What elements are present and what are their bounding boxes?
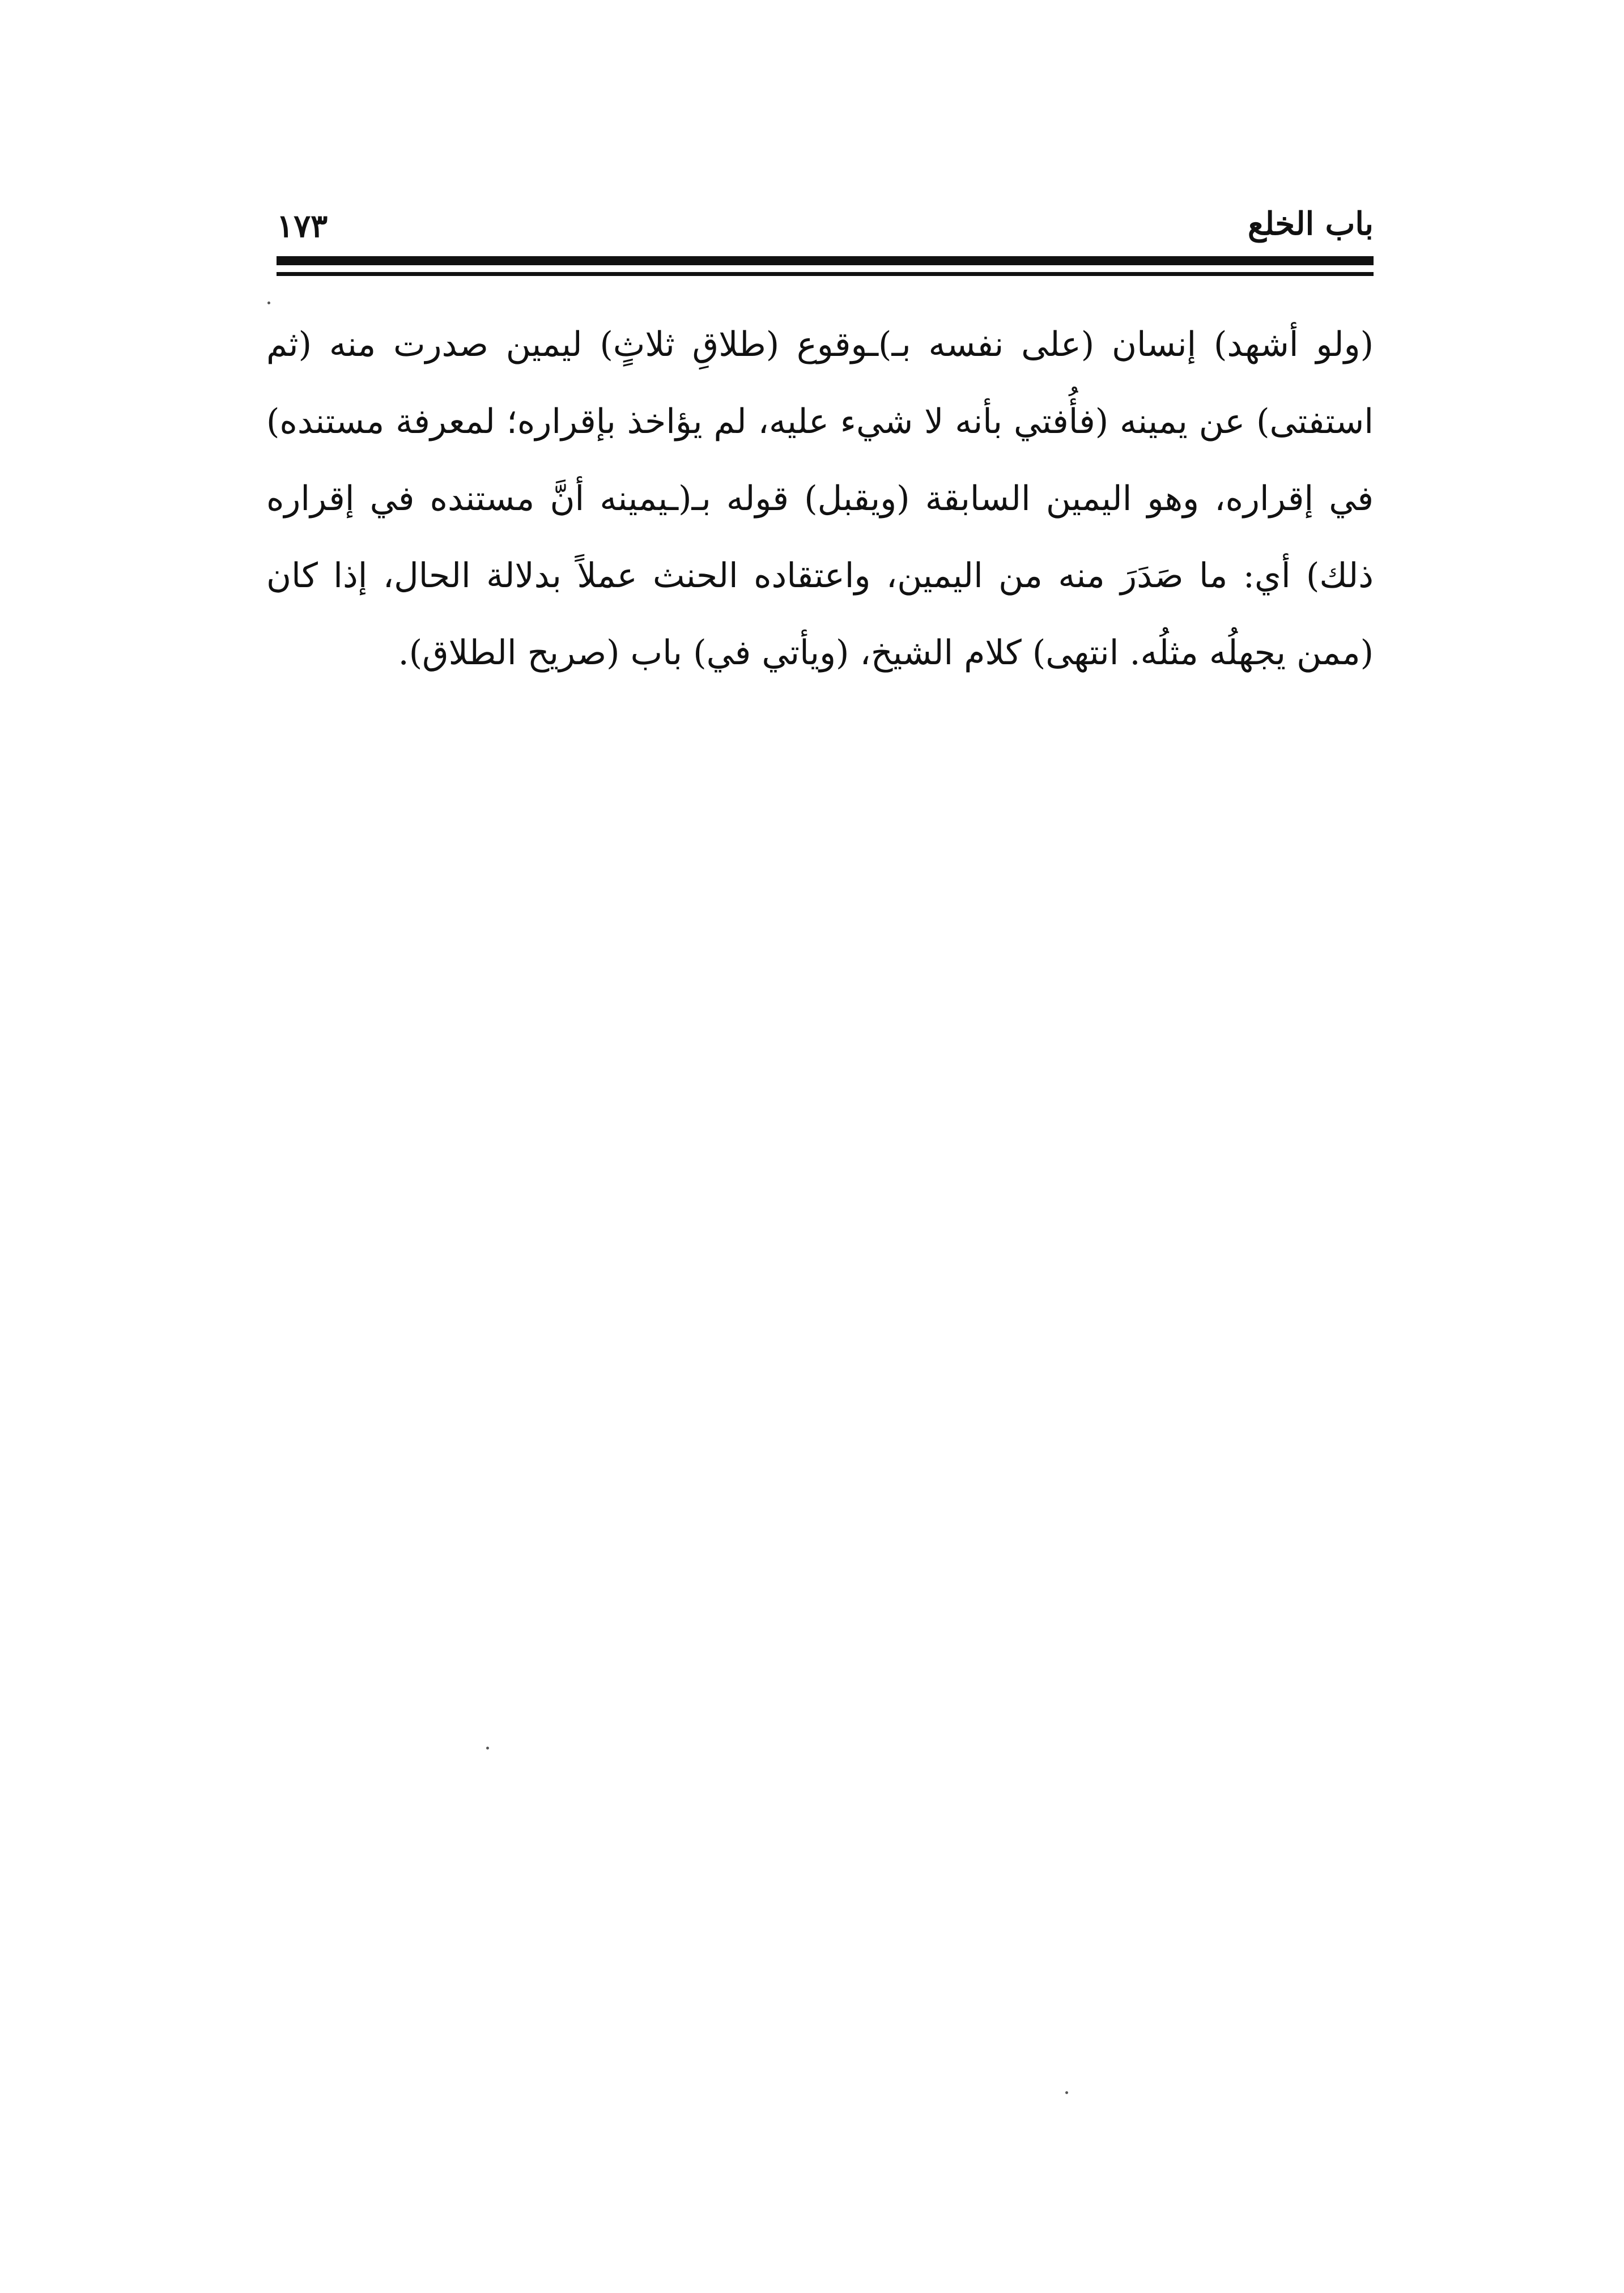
running-head — [277, 198, 1374, 249]
running-title: باب الخلع — [1248, 205, 1374, 243]
header-rule-thick — [277, 256, 1374, 265]
scan-speck — [267, 302, 270, 304]
body-paragraph: (ولو أشهد) إنسان (على نفسه بـ)ـوقوع (طلاقِ ثلاثٍ) ليمين صدرت منه (ثم استفتى) عن يمينه (فأُفتي بأنه لا شيء عليه، لم يؤاخذ بإقراره؛ لمعرفة مستنده) في إقراره، وهو اليمين السابقة (ويقبل) قوله بـ(ـيمينه أنَّ مستنده في إقراره ذلك) أي: ما صَدَرَ منه من اليمين، واعتقاده الحنث عملاً بدلالة الحال، إذا كان (ممن يجهلُه مثلُه. انتهى) كلام الشيخ، (ويأتي في) باب (صريح الطلاق). — [266, 325, 1374, 673]
body-text — [266, 306, 1374, 691]
page-number: ١٧٣ — [277, 207, 328, 245]
scan-speck — [486, 1747, 489, 1750]
scan-speck — [1065, 2091, 1068, 2094]
header-rule-thin — [277, 272, 1374, 276]
